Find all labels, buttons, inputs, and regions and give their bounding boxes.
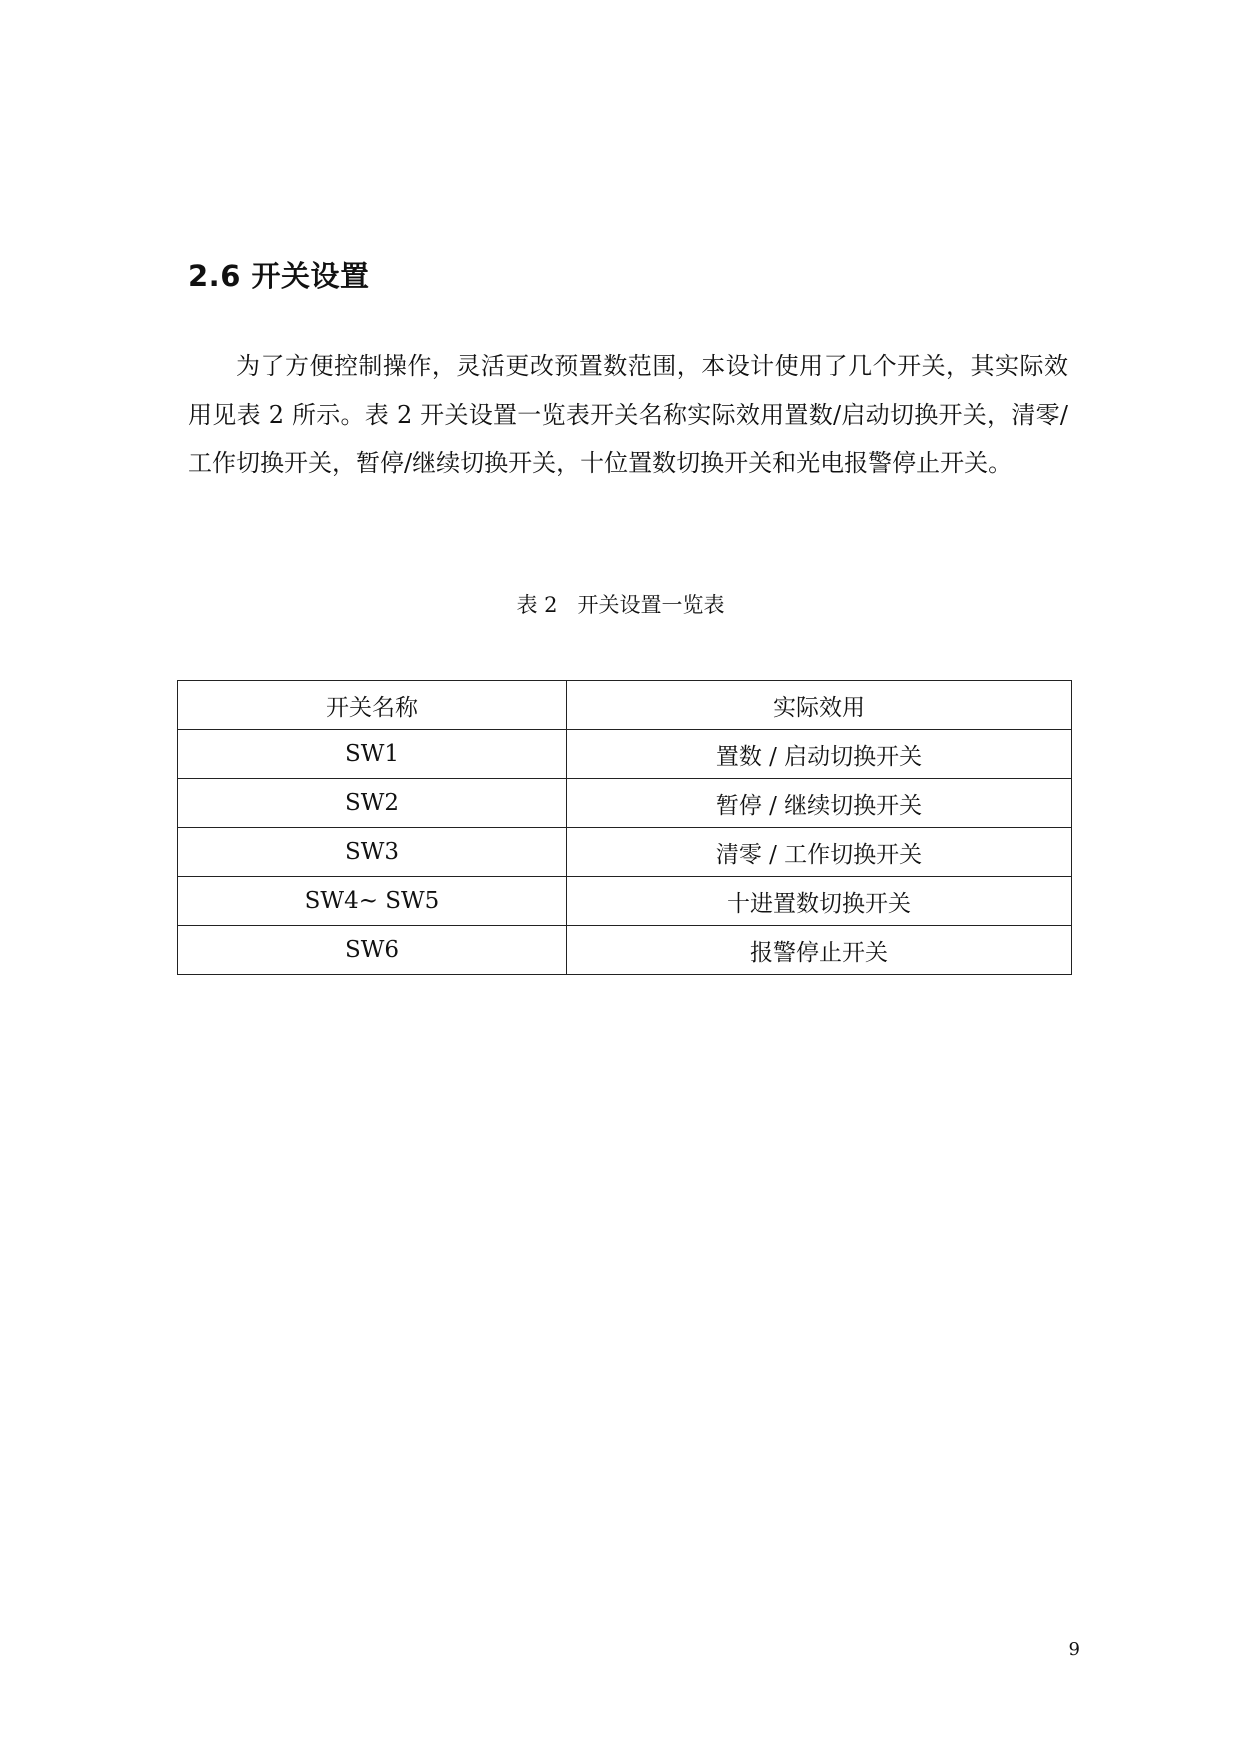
page-number: 9 bbox=[1068, 1639, 1080, 1660]
table-row bbox=[178, 877, 1072, 926]
table-row bbox=[178, 730, 1072, 779]
header-actual-effect: 实际效用 bbox=[567, 681, 1072, 730]
section-heading: 2.6 开关设置 bbox=[188, 259, 370, 293]
cell-switch-name: SW6 bbox=[178, 926, 567, 975]
cell-switch-name: SW3 bbox=[178, 828, 567, 877]
table-caption bbox=[0, 590, 1241, 620]
cell-switch-effect: 暂停 / 继续切换开关 bbox=[567, 779, 1072, 828]
cell-switch-effect: 十进置数切换开关 bbox=[567, 877, 1072, 926]
table-row bbox=[178, 779, 1072, 828]
cell-switch-effect: 报警停止开关 bbox=[567, 926, 1072, 975]
table-row bbox=[178, 926, 1072, 975]
cell-switch-effect: 清零 / 工作切换开关 bbox=[567, 828, 1072, 877]
cell-switch-name: SW1 bbox=[178, 730, 567, 779]
cell-switch-effect: 置数 / 启动切换开关 bbox=[567, 730, 1072, 779]
cell-switch-name: SW4~ SW5 bbox=[178, 877, 567, 926]
cell-switch-name: SW2 bbox=[178, 779, 567, 828]
table-header-row bbox=[178, 681, 1072, 730]
table-caption-label: 表 2 bbox=[516, 593, 558, 617]
body-paragraph: 为了方便控制操作，灵活更改预置数范围，本设计使用了几个开关，其实际效用见表 2 所示。表 2 开关设置一览表开关名称实际效用置数/启动切换开关，清零/工作切换开关，暂停/继续切换开关，十位置数切换开关和光电报警停止开关。 bbox=[188, 352, 1068, 477]
table-caption-title: 开关设置一览表 bbox=[577, 593, 725, 617]
header-switch-name: 开关名称 bbox=[178, 681, 567, 730]
table-row bbox=[178, 828, 1072, 877]
switch-settings-table bbox=[177, 680, 1072, 975]
